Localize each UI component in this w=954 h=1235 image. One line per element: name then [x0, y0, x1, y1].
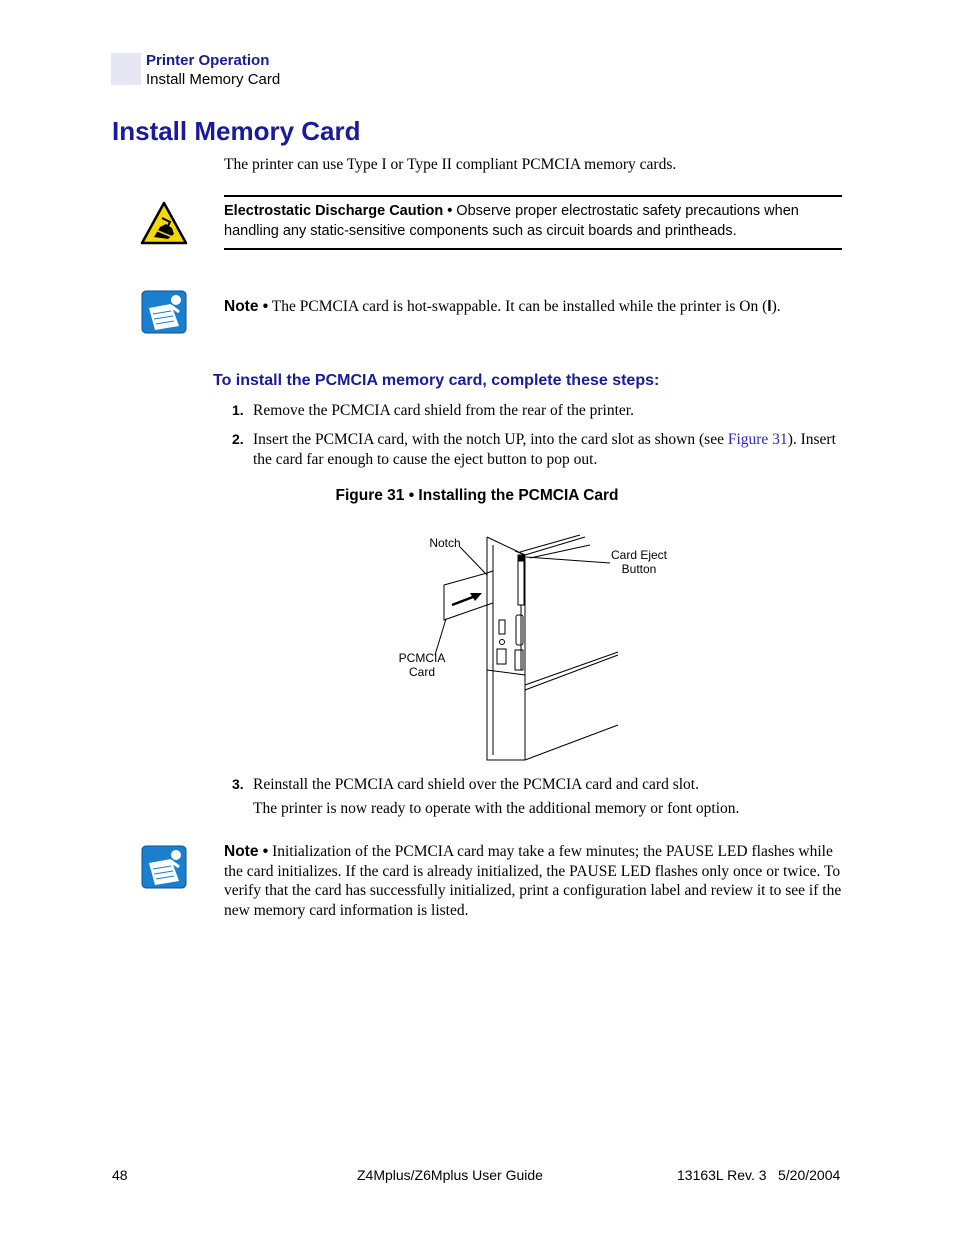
- step-number: 3.: [232, 776, 244, 792]
- step-2: [232, 430, 842, 468]
- step-number: 2.: [232, 431, 244, 447]
- pcmcia-install-diagram: [380, 525, 630, 770]
- procedure-title: To install the PCMCIA memory card, complete these steps:: [213, 372, 660, 389]
- footer-guide-title: Z4Mplus/Z6Mplus User Guide: [357, 1167, 543, 1183]
- power-on-symbol: I: [767, 298, 772, 315]
- step-text-before: Insert the PCMCIA card, with the notch UP, into the card slot as shown (see: [253, 431, 728, 448]
- caution-top-rule: [224, 195, 842, 197]
- label-notch: Notch: [429, 536, 461, 550]
- figure-caption: Figure 31 • Installing the PCMCIA Card: [335, 487, 619, 504]
- note-hot-swappable: [224, 298, 844, 316]
- footer-date: 5/20/2004: [778, 1167, 841, 1183]
- label-pcmcia-card-line1: PCMCIA: [398, 651, 446, 665]
- step-text: Reinstall the PCMCIA card shield over the PCMCIA card and card slot.: [253, 776, 699, 793]
- label-card-eject-line2: Button: [621, 562, 657, 576]
- step-number: 1.: [232, 402, 244, 418]
- caution-text: [224, 202, 844, 241]
- note-title: Note •: [224, 843, 269, 860]
- step-1: [232, 401, 842, 421]
- label-card-eject: [600, 548, 678, 576]
- note-text: Initialization of the PCMCIA card may take a few minutes; the PAUSE LED flashes while the card initializes. If the card is already initialized, the PAUSE LED flashes only once or twice. To verify that the card has successfully initialized, print a configuration label and review it to see if the new memory card information is listed.: [224, 843, 842, 919]
- page-title: Install Memory Card: [112, 116, 361, 146]
- caution-title: Electrostatic Discharge Caution •: [224, 203, 453, 219]
- label-pcmcia-card-line2: Card: [408, 665, 435, 679]
- label-card-eject-line1: Card Eject: [610, 548, 668, 562]
- footer-revision: 13163L Rev. 3: [677, 1167, 767, 1183]
- note-initialization: [224, 842, 844, 920]
- header-tab-marker: [111, 53, 141, 85]
- step-text: [253, 430, 843, 469]
- breadcrumb-section: Printer Operation: [146, 52, 270, 69]
- note-title: Note •: [224, 298, 269, 315]
- note-text-before: The PCMCIA card is hot-swappable. It can be installed while the printer is On (: [268, 298, 768, 315]
- caution-bottom-rule: [224, 248, 842, 250]
- note-icon: [141, 290, 187, 334]
- figure-31-link[interactable]: Figure 31: [727, 431, 788, 448]
- intro-text: The printer can use Type I or Type II compliant PCMCIA memory cards.: [224, 156, 677, 173]
- breadcrumb-subsection: Install Memory Card: [146, 71, 281, 88]
- caution-body: Observe proper electrostatic safety precautions when handling any static-sensitive components such as circuit boards and printheads.: [224, 203, 799, 239]
- step-3: [232, 775, 842, 795]
- step-text-after: ). Insert the card far enough to cause the eject button to pop out.: [253, 431, 836, 468]
- ready-text: The printer is now ready to operate with the additional memory or font option.: [253, 800, 740, 817]
- label-pcmcia-card: [392, 651, 452, 679]
- step-text: Remove the PCMCIA card shield from the rear of the printer.: [253, 402, 634, 419]
- note-text-after: ).: [771, 298, 781, 315]
- note-icon: [141, 845, 187, 889]
- esd-warning-icon: [140, 200, 188, 246]
- footer-page-number: 48: [112, 1167, 128, 1183]
